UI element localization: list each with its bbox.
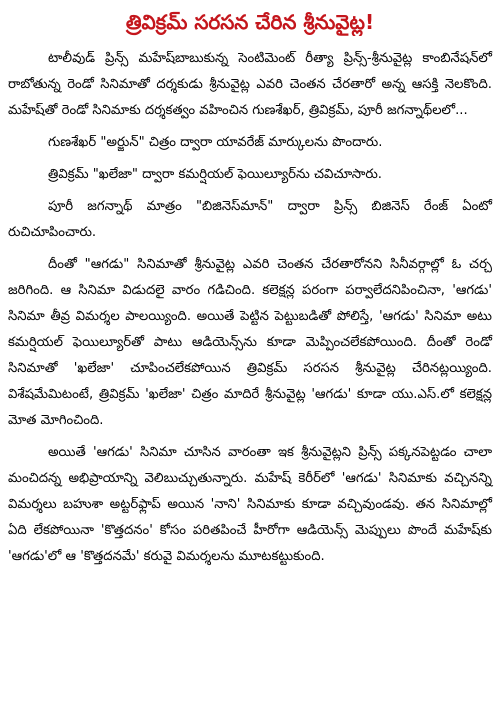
article-paragraph-intro: టాలీవుడ్ ప్రిన్స్ మహేష్‌బాబుకున్న సెంటిమెంట్ రీత్యా ప్రిన్స్-శ్రీనువైట్ల కాంబినేషన్‌లో రాబోతున్న రెండో సినిమాతో దర్శకుడు శ్రీనువైట్ల ఎవరి చెంతన చేరతారో అన్న ఆసక్తి నెలకొంది. మహేష్‌తో రెండో సినిమాకు దర్శకత్వం వహించిన గుణశేఖర్, త్రివిక్రమ్, పూరీ జగన్నాథ్‌లలో... [8,51,492,118]
article-paragraph-puri: పూరీ జగన్నాథ్ మాత్రం "బిజినెస్‌మాన్" ద్వారా ప్రిన్స్ బిజినెస్ రేంజ్ ఏంటో రుచిచూపించారు. [8,199,492,240]
article-paragraph-gunasekhar: గుణశేఖర్ "అర్జున్" చిత్రం ద్వారా యావరేజ్ మార్కులను పొందారు. [48,135,383,150]
article-paragraph-aagadu: దీంతో "ఆగడు" సినిమాతో శ్రీనువైట్ల ఎవరి చెంతన చేరతారోనని సినీవర్గాల్లో ఓ చర్చ జరిగింది. ఆ సినిమా విడుదలై వారం గడిచింది. కలెక్షన్ల పరంగా పర్వాలేదనిపించినా, 'ఆగడు' సినిమా తీవ్ర విమర్శల పాలయ్యింది. అయితే పెట్టిన పెట్టుబడితో పోలిస్తే, 'ఆగడు' సినిమా అటు కమర్షియల్ ఫెయిల్యూర్‌తో పాటు ఆడియెన్స్‌ను కూడా మెప్పించలేకపోయింది. దీంతో రెండో సినిమాతో 'ఖలేజా' చూపించలేకపోయిన త్రివిక్రమ్ సరసన శ్రీనువైట్ల చేరినట్లయ్యింది. విశేషమేమిటంటే, త్రివిక్రమ్ 'ఖలేజా' చిత్రం మాదిరే శ్రీనువైట్ల 'ఆగడు' కూడా యు.ఎస్.లో కలెక్షన్ల మోత మోగించింది. [8,257,492,428]
article-paragraph-trivikram: త్రివిక్రమ్ "ఖలేజా" ద్వారా కమర్షియల్ ఫెయిల్యూర్‌ను చవిచూసారు. [48,167,382,182]
article-paragraph-conclusion: అయితే 'ఆగడు' సినిమా చూసిన వారంతా ఇక శ్రీనువైట్లని ప్రిన్స్ పక్కనపెట్టడం చాలా మంచిదన్న అభిప్రాయాన్ని వెలిబుచ్చుతున్నారు. మహేష్ కెరీర్‌లో 'ఆగడు' సినిమాకు వచ్చినన్ని విమర్శలు బహుశా అట్టర్‌ఫ్లాప్ అయిన 'నాని' సినిమాకు కూడా వచ్చివుండవు. తన సినిమాల్లో ఏది లేకపోయినా 'కొత్తదనం' కోసం పరితపించే హీరోగా ఆడియెన్స్ మెప్పులు పొందే మహేష్‌కు 'ఆగడు'లో ఆ 'కొత్తదనమే' కరువై విమర్శలను మూటకట్టుకుంది. [8,445,492,564]
article-title: త్రివిక్రమ్ సరసన చేరిన శ్రీనువైట్ల! [125,10,375,34]
